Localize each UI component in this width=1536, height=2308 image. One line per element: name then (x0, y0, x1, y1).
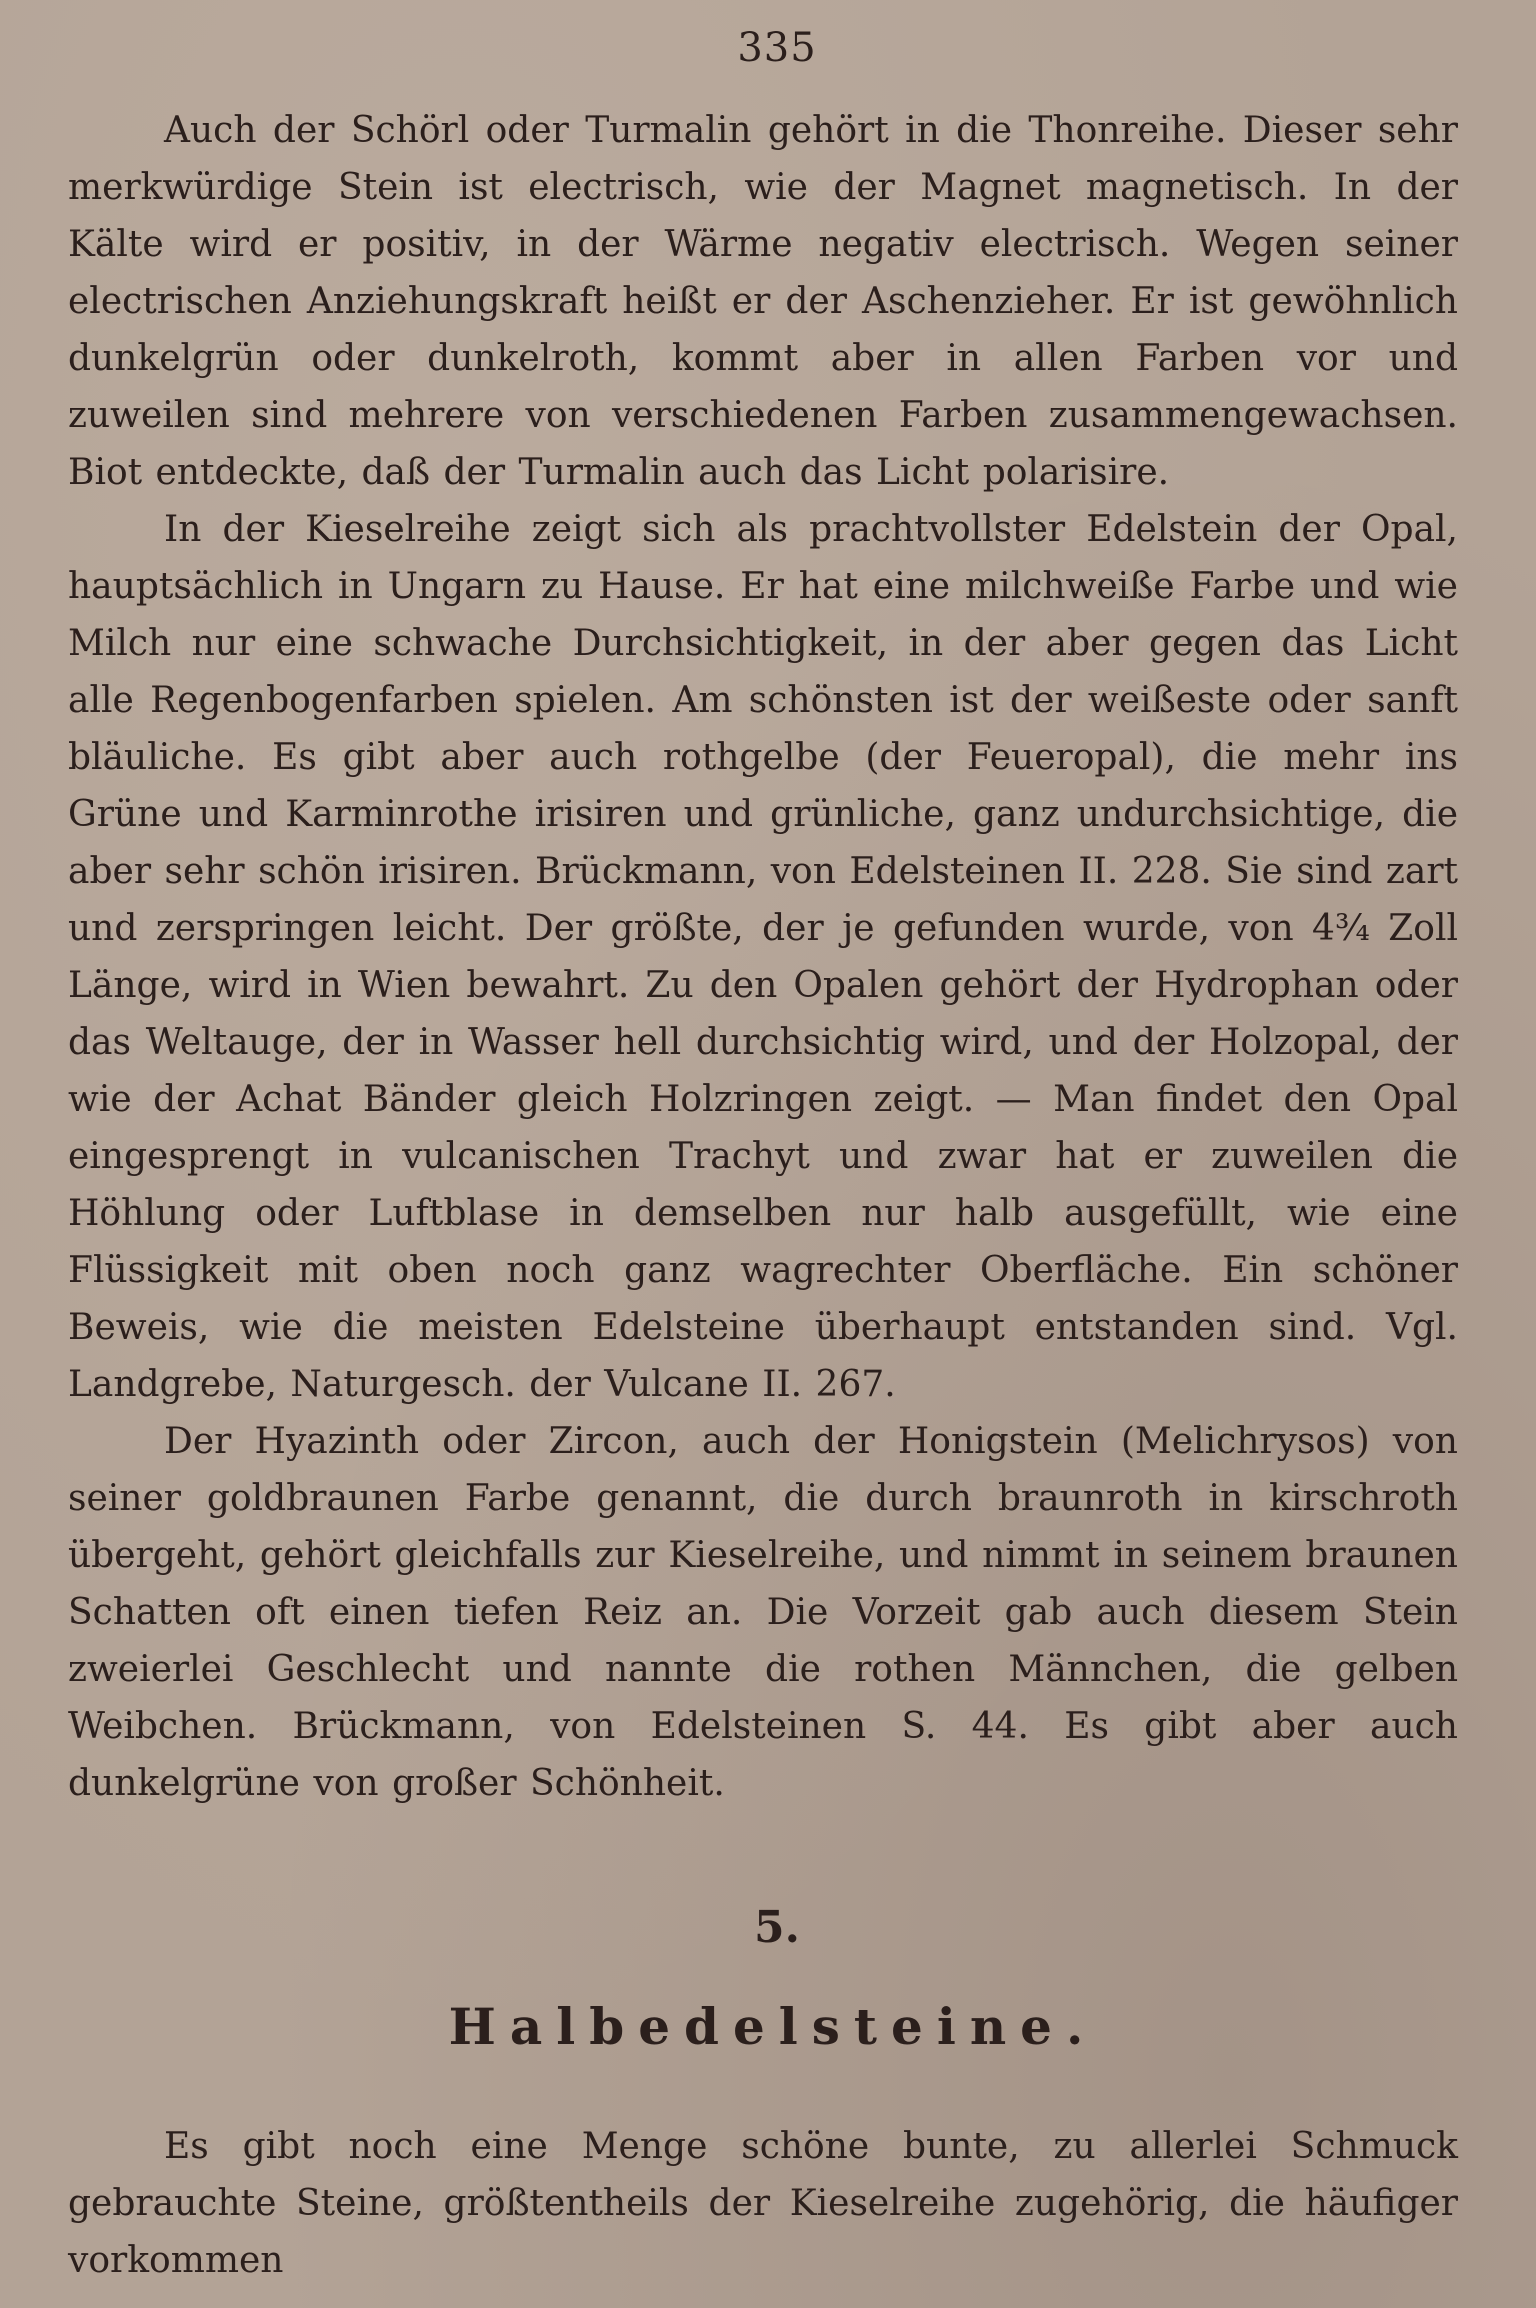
page-number: 335 (737, 25, 817, 71)
paragraph-halbedelsteine: Es gibt noch eine Menge schöne bunte, zu allerlei Schmuck gebrauchte Steine, größtentheils der Kieselreihe zugehörig, die häufiger vorkommen (68, 2126, 1458, 2281)
section-title: Halbedelsteine. (448, 1997, 1098, 2056)
book-page (68, 18, 1458, 2289)
paragraph-hyazinth: Der Hyazinth oder Zircon, auch der Honigstein (Melichrysos) von seiner goldbraunen Farbe genannt, die durch braunroth in kirschroth übergeht, gehört gleichfalls zur Kieselreihe, und nimmt in seinem braunen Schatten oft einen tiefen Reiz an. Die Vorzeit gab auch diesem Stein zweierlei Geschlecht und nannte die rothen Männchen, die gelben Weibchen. Brückmann, von Edelsteinen S. 44. Es gibt aber auch dunkelgrüne von großer Schönheit. (68, 1421, 1458, 1804)
paragraph-turmalin: Auch der Schörl oder Turmalin gehört in die Thonreihe. Dieser sehr merkwürdige Stein ist electrisch, wie der Magnet magnetisch. In der Kälte wird er positiv, in der Wärme negativ electrisch. Wegen seiner electrischen Anziehungskraft heißt er der Aschenzieher. Er ist gewöhnlich dunkelgrün oder dunkelroth, kommt aber in allen Farben vor und zuweilen sind mehrere von verschiedenen Farben zusammengewachsen. Biot entdeckte, daß der Turmalin auch das Licht polarisire. (68, 110, 1458, 493)
section-number: 5. (754, 1902, 800, 1953)
paragraph-opal: In der Kieselreihe zeigt sich als prachtvollster Edelstein der Opal, hauptsächlich in Ungarn zu Hause. Er hat eine milchweiße Farbe und wie Milch nur eine schwache Durchsichtigkeit, in der aber gegen das Licht alle Regenbogenfarben spielen. Am schönsten ist der weißeste oder sanft bläuliche. Es gibt aber auch rothgelbe (der Feueropal), die mehr ins Grüne und Karminrothe irisiren und grünliche, ganz undurchsichtige, die aber sehr schön irisiren. Brückmann, von Edelsteinen II. 228. Sie sind zart und zerspringen leicht. Der größte, der je gefunden wurde, von 4¾ Zoll Länge, wird in Wien bewahrt. Zu den Opalen gehört der Hydrophan oder das Weltauge, der in Wasser hell durchsichtig wird, und der Holzopal, der wie der Achat Bänder gleich Holzringen zeigt. — Man findet den Opal eingesprengt in vulcanischen Trachyt und zwar hat er zuweilen die Höhlung oder Luftblase in demselben nur halb ausgefüllt, wie eine Flüssigkeit mit oben noch ganz wagrechter Oberfläche. Ein schöner Beweis, wie die meisten Edelsteine überhaupt entstanden sind. Vgl. Landgrebe, Naturgesch. der Vulcane II. 267. (68, 509, 1458, 1405)
